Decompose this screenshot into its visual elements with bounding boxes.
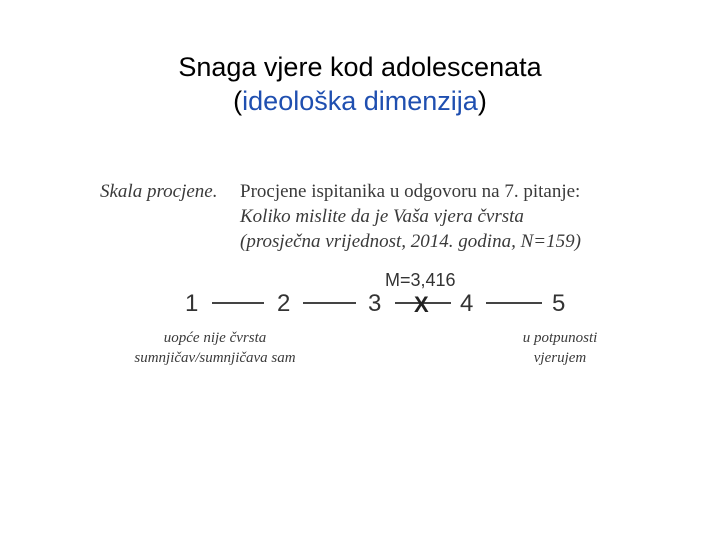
mean-marker: X	[414, 292, 429, 317]
anchor-left-line-1: uopće nije čvrsta	[163, 330, 267, 346]
scale-point-5: 5	[552, 290, 566, 317]
scale-label: Skala procjene.	[100, 181, 218, 202]
scale-point-2: 2	[277, 290, 291, 317]
title-paren-open: (	[233, 86, 243, 116]
scale-line-2-3	[303, 302, 356, 304]
slide-title	[0, 50, 720, 118]
question-line-2: Koliko mislite da je Vaša vjera čvrsta	[240, 206, 524, 227]
mean-label: M=3,416	[385, 270, 456, 290]
scale-point-1: 1	[185, 290, 199, 317]
title-line-1: Snaga vjere kod adolescenata	[178, 52, 542, 82]
scale-point-4: 4	[460, 290, 474, 317]
title-dimension: ideološka dimenzija	[242, 86, 478, 116]
scale-line-1-2	[212, 302, 264, 304]
anchor-left-line-2: sumnjičav/sumnjičava sam	[134, 350, 296, 366]
title-line-2	[0, 84, 720, 118]
question-line-3: (prosječna vrijednost, 2014. godina, N=159)	[240, 231, 581, 252]
anchor-right-line-2: vjerujem	[533, 350, 587, 366]
anchor-right-line-1: u potpunosti	[522, 330, 598, 346]
scale-point-3: 3	[368, 290, 382, 317]
question-line-1: Procjene ispitanika u odgovoru na 7. pitanje:	[240, 181, 581, 202]
title-paren-close: )	[477, 86, 487, 116]
scale-line-4-5	[486, 302, 542, 304]
